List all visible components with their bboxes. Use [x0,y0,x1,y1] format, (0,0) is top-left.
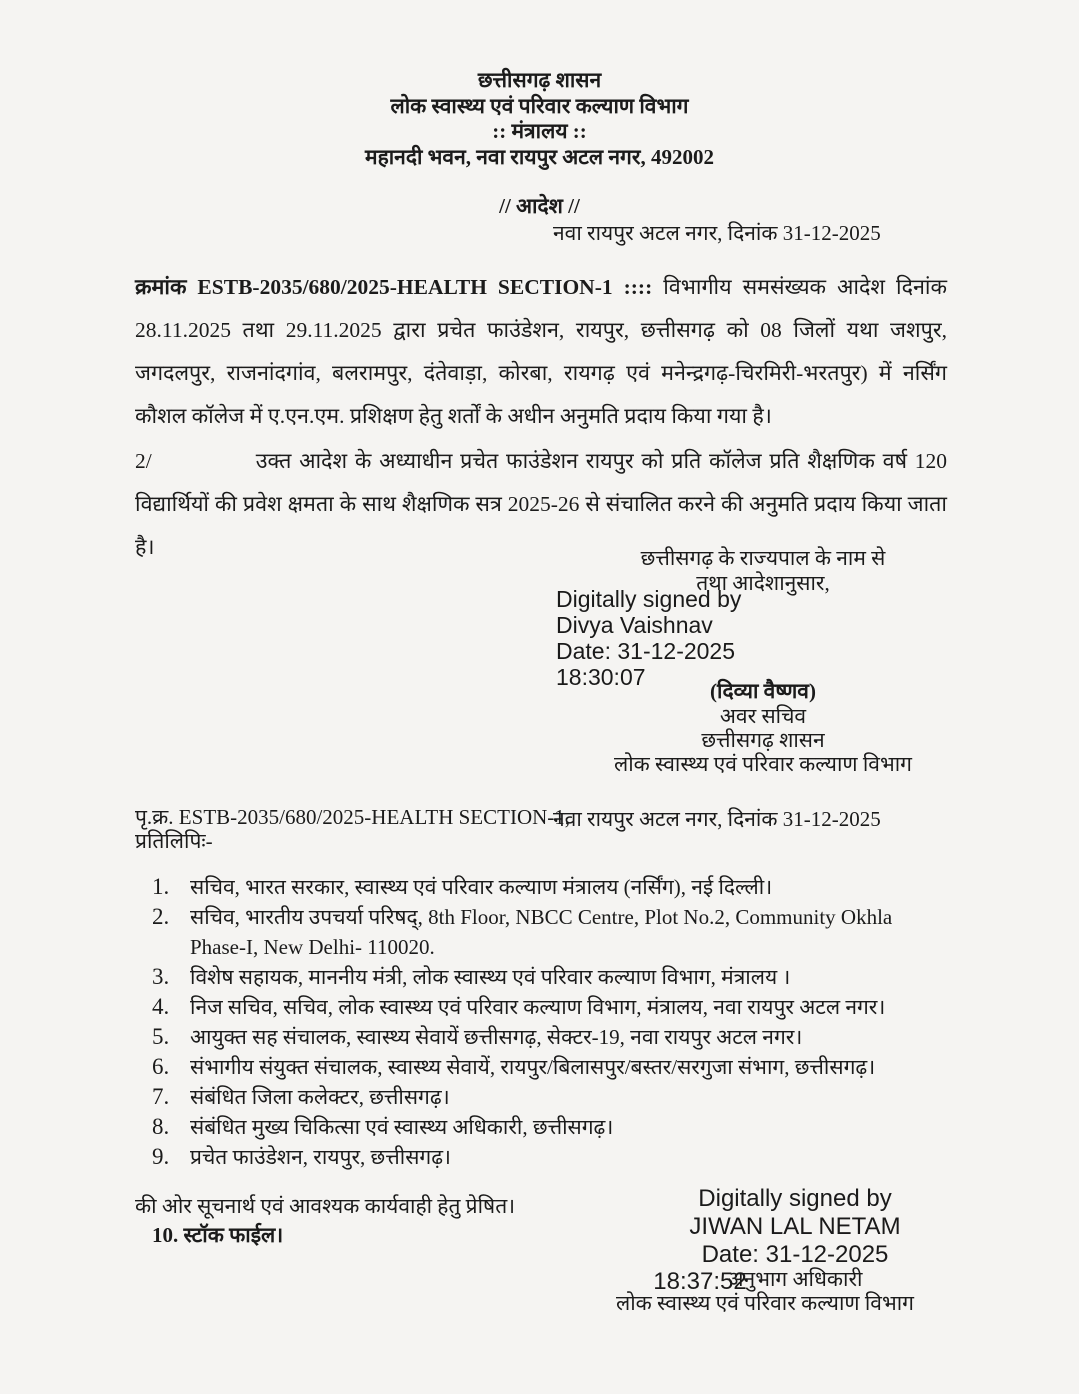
digital-signature-1-time: 18:30:07 [556,664,646,690]
list-item-number: 2. [152,904,170,929]
letterhead-ministry: :: मंत्रालय :: [492,119,587,143]
order-paragraph-1-text: विभागीय समसंख्यक आदेश दिनांक 28.11.2025 तथा 29.11.2025 द्वारा प्रचेत फाउंडेशन, रायपुर, छत्तीसगढ़ को 08 जिलों यथा जशपुर, जगदलपुर, राजनांदगांव, बलरामपुर, दंतेवाड़ा, कोरबा, रायगढ़ एवं मनेन्द्रगढ़-चिरमिरी-भरतपुर) में नर्सिंग कौशल कॉलेज में ए.एन.एम. प्रशिक्षण हेतु शर्तों के अधीन अनुमति प्रदाय किया गया है। [135,275,948,428]
list-item-number: 1. [152,874,170,899]
list-item-number: 6. [152,1054,170,1079]
list-item [152,992,952,1022]
digital-signature-1-date: Date: 31-12-2025 [556,638,736,664]
copy-to-label: प्रतिलिपिः- [135,829,213,853]
list-item [152,1142,952,1172]
signatory-2-designation: अनुभाग अधिकारी [727,1267,863,1291]
list-item-number: 4. [152,994,170,1019]
digital-signature-2-time: 18:37:52 [653,1268,747,1295]
list-item-number: 9. [152,1144,170,1169]
digital-signature-1-signer: Divya Vaishnav [556,612,713,638]
letterhead-government: छत्तीसगढ़ शासन [477,68,602,92]
order-title: // आदेश // [499,194,580,218]
signatory-name: (दिव्या वैष्णव) [710,679,816,703]
list-item [152,1112,952,1142]
list-item [152,1082,952,1112]
paragraph-2-number: 2/ [135,449,152,473]
list-item-text: संबंधित मुख्य चिकित्सा एवं स्वास्थ्य अधिकारी, छत्तीसगढ़। [190,1115,614,1139]
list-item-text: संभागीय संयुक्त संचालक, स्वास्थ्य सेवायें, रायपुर/बिलासपुर/बस्तर/सरगुजा संभाग, छत्तीसगढ़। [190,1055,876,1079]
behalf-of-governor-line1: छत्तीसगढ़ के राज्यपाल के नाम से [640,546,886,570]
digital-signature-2-line1: Digitally signed by [698,1185,892,1212]
list-item-number: 3. [152,964,170,989]
list-item-text: निज सचिव, सचिव, लोक स्वास्थ्य एवं परिवार कल्याण विभाग, मंत्रालय, नवा रायपुर अटल नगर। [190,995,886,1019]
signatory-designation: अवर सचिव [719,704,807,728]
order-place-date: नवा रायपुर अटल नगर, दिनांक 31-12-2025 [553,221,881,245]
behalf-of-governor-line2: तथा आदेशानुसार, [696,571,830,595]
signatory-2-department: लोक स्वास्थ्य एवं परिवार कल्याण विभाग [616,1291,914,1315]
letterhead [0,68,1079,170]
signatory-government: छत्तीसगढ़ शासन [701,728,825,752]
list-item-text: संबंधित जिला कलेक्टर, छत्तीसगढ़। [190,1085,450,1109]
list-item-text: सचिव, भारत सरकार, स्वास्थ्य एवं परिवार कल्याण मंत्रालय (नर्सिंग), नई दिल्ली। [190,875,773,899]
stock-file-item: 10. स्टॉक फाईल। [152,1223,284,1247]
letterhead-address: महानदी भवन, नवा रायपुर अटल नगर, 492002 [365,144,714,169]
digital-signature-2-signer: JIWAN LAL NETAM [689,1213,901,1240]
list-item-text: सचिव, भारतीय उपचर्या परिषद्, 8th Floor, NBCC Centre, Plot No.2, Community Okhla Phase-I, New Delhi- 110020. [190,905,893,959]
list-item-text: प्रचेत फाउंडेशन, रायपुर, छत्तीसगढ़। [190,1145,452,1169]
order-paragraph-1 [135,266,947,438]
list-item-number: 7. [152,1084,170,1109]
list-item-number: 8. [152,1114,170,1139]
list-item-text: विशेष सहायक, माननीय मंत्री, लोक स्वास्थ्य एवं परिवार कल्याण विभाग, मंत्रालय । [190,965,791,989]
signatory-department: लोक स्वास्थ्य एवं परिवार कल्याण विभाग [614,752,912,776]
endorsement-place-date: नवा रायपुर अटल नगर, दिनांक 31-12-2025 [553,807,881,831]
order-paragraph-2-text: उक्त आदेश के अध्याधीन प्रचेत फाउंडेशन रायपुर को प्रति कॉलेज प्रति शैक्षणिक वर्ष 120 विद्यार्थियों की प्रवेश क्षमता के साथ शैक्षणिक सत्र 2025-26 से संचालित करने की अनुमति प्रदाय किया जाता है। [135,449,948,559]
digital-signature-1-line1: Digitally signed by [556,586,742,612]
list-item [152,962,952,992]
endorsement-reference: पृ.क्र. ESTB-2035/680/2025-HEALTH SECTION-1, [135,805,571,829]
digital-signature-divya-vaishnav [556,586,741,690]
list-item [152,872,952,902]
list-item [152,902,952,962]
list-item [152,1052,952,1082]
forwarding-note: की ओर सूचनार्थ एवं आवश्यक कार्यवाही हेतु प्रेषित। [135,1194,516,1218]
digital-signature-2-date: Date: 31-12-2025 [701,1241,889,1268]
list-item-number: 5. [152,1024,170,1049]
letterhead-department: लोक स्वास्थ्य एवं परिवार कल्याण विभाग [390,93,689,118]
list-item [152,1022,952,1052]
copy-to-list [152,872,952,1172]
list-item-text: आयुक्त सह संचालक, स्वास्थ्य सेवायें छत्तीसगढ़, सेक्टर-19, नवा रायपुर अटल नगर। [190,1025,803,1049]
order-number-reference: क्रमांक ESTB-2035/680/2025-HEALTH SECTION-1 :::: [135,275,653,299]
